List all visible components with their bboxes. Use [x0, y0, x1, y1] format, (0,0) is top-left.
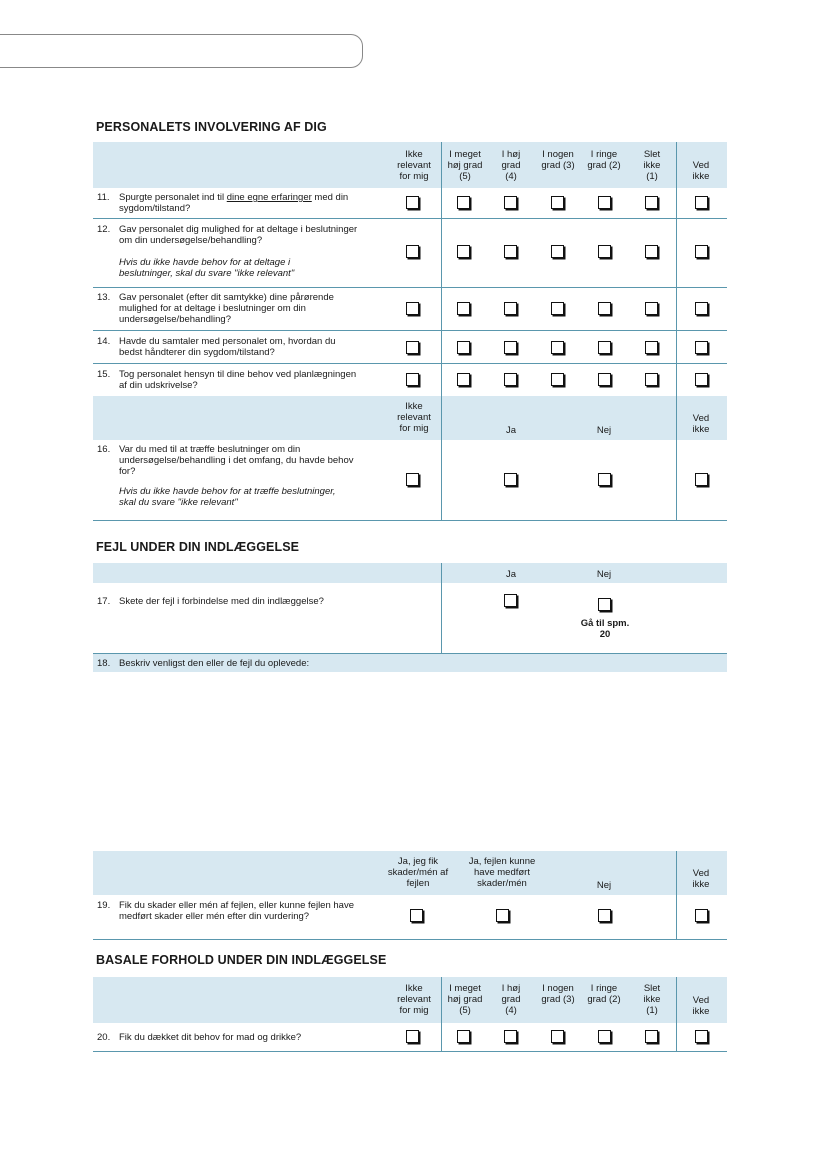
header-ved-ikke: Ved ikke: [692, 413, 710, 435]
question-note: Hvis du ikke havde behov for at deltage i beslutninger, skal du svare "ikke relevant": [119, 257, 295, 279]
section-bottom-line: [93, 1051, 727, 1052]
checkbox-4[interactable]: [504, 1030, 517, 1043]
header-nej: Nej: [596, 880, 612, 891]
header-ikke-relevant: Ikke relevant for mig: [397, 983, 431, 1016]
header-nej: Nej: [596, 569, 612, 580]
column-divider: [441, 977, 442, 1052]
question-text: Fik du skader eller mén af fejlen, eller kunne fejlen have medført skader eller mén efter din vurdering?: [119, 900, 354, 922]
checkbox-3[interactable]: [551, 373, 564, 386]
checkbox-4[interactable]: [504, 245, 517, 258]
checkbox-4[interactable]: [504, 302, 517, 315]
checkbox-1[interactable]: [645, 302, 658, 315]
checkbox-2[interactable]: [598, 302, 611, 315]
question-number: 18.: [97, 658, 111, 669]
header-meget-hoej: I meget høj grad (5): [447, 983, 483, 1016]
question-number: 11.: [97, 192, 110, 203]
checkbox-2[interactable]: [598, 245, 611, 258]
checkbox-ikke-relevant[interactable]: [406, 373, 419, 386]
checkbox-ikke-relevant[interactable]: [406, 196, 419, 209]
checkbox-4[interactable]: [504, 373, 517, 386]
checkbox-ikke-relevant[interactable]: [406, 1030, 419, 1043]
header-ved-ikke: Ved ikke: [692, 868, 710, 890]
checkbox-3[interactable]: [551, 341, 564, 354]
header-ved-ikke: Ved ikke: [692, 160, 710, 182]
checkbox-ikke-relevant[interactable]: [406, 341, 419, 354]
checkbox-1[interactable]: [645, 245, 658, 258]
checkbox-nej[interactable]: [598, 909, 611, 922]
checkbox-5[interactable]: [457, 1030, 470, 1043]
question-number: 20.: [97, 1032, 111, 1043]
header-meget-hoej: I meget høj grad (5): [447, 149, 483, 182]
question-number: 13.: [97, 292, 111, 303]
header-ja-kunne-medfoere: Ja, fejlen kunne have medført skader/mén: [468, 856, 536, 889]
header-ringe: I ringe grad (2): [587, 983, 621, 1005]
row-divider: [93, 363, 727, 364]
header-nogen: I nogen grad (3): [541, 983, 575, 1005]
checkbox-ikke-relevant[interactable]: [406, 245, 419, 258]
row-divider: [93, 218, 727, 219]
column-divider: [676, 977, 677, 1052]
checkbox-2[interactable]: [598, 196, 611, 209]
checkbox-ikke-relevant[interactable]: [406, 302, 419, 315]
checkbox-ved-ikke[interactable]: [695, 473, 708, 486]
section-bottom-line: [93, 939, 727, 940]
checkbox-2[interactable]: [598, 341, 611, 354]
question-text: Gav personalet dig mulighed for at deltage i beslutninger om din undersøgelse/behandling?: [119, 224, 358, 246]
checkbox-ja[interactable]: [504, 473, 517, 486]
checkbox-4[interactable]: [504, 196, 517, 209]
header-ja: Ja: [505, 425, 517, 436]
question-text: Skete der fejl i forbindelse med din indlæggelse?: [119, 596, 324, 607]
question-number: 14.: [97, 336, 111, 347]
checkbox-nej[interactable]: [598, 473, 611, 486]
question-text: Beskriv venligst den eller de fejl du oplevede:: [119, 658, 310, 669]
checkbox-ved-ikke[interactable]: [695, 909, 708, 922]
question-text: Havde du samtaler med personalet om, hvordan du bedst håndterer din sygdom/tilstand?: [119, 336, 336, 358]
header-slet-ikke: Slet ikke (1): [643, 149, 661, 182]
q17-header-band: [93, 563, 727, 583]
checkbox-ved-ikke[interactable]: [695, 373, 708, 386]
header-tab-shape: [0, 34, 363, 68]
checkbox-ved-ikke[interactable]: [695, 196, 708, 209]
checkbox-ja[interactable]: [504, 594, 517, 607]
checkbox-2[interactable]: [598, 1030, 611, 1043]
question-number: 16.: [97, 444, 111, 455]
header-nej: Nej: [596, 425, 612, 436]
section-title-basic: BASALE FORHOLD UNDER DIN INDLÆGGELSE: [96, 953, 387, 967]
header-ved-ikke: Ved ikke: [692, 995, 710, 1017]
free-text-answer-area[interactable]: [93, 672, 727, 850]
checkbox-3[interactable]: [551, 302, 564, 315]
header-ja: Ja: [505, 569, 517, 580]
question-number: 19.: [97, 900, 111, 911]
header-slet-ikke: Slet ikke (1): [643, 983, 661, 1016]
question-number: 17.: [97, 596, 111, 607]
checkbox-nej[interactable]: [598, 598, 611, 611]
checkbox-3[interactable]: [551, 1030, 564, 1043]
question-text: Var du med til at træffe beslutninger om din undersøgelse/behandling i det omfang, du havde behov for?: [119, 444, 354, 477]
goto-instruction: Gå til spm. 20: [580, 618, 630, 640]
header-ikke-relevant: Ikke relevant for mig: [397, 149, 431, 182]
checkbox-ved-ikke[interactable]: [695, 1030, 708, 1043]
checkbox-ikke-relevant[interactable]: [406, 473, 419, 486]
checkbox-5[interactable]: [457, 341, 470, 354]
checkbox-ja-kunne-medfoere[interactable]: [496, 909, 509, 922]
checkbox-ved-ikke[interactable]: [695, 341, 708, 354]
checkbox-5[interactable]: [457, 245, 470, 258]
column-divider: [441, 563, 442, 654]
checkbox-1[interactable]: [645, 196, 658, 209]
header-hoej: I høj grad (4): [501, 149, 521, 182]
checkbox-1[interactable]: [645, 1030, 658, 1043]
header-nogen: I nogen grad (3): [541, 149, 575, 171]
question-text: Gav personalet (efter dit samtykke) dine pårørende mulighed for at deltage i beslutninger om din undersøgelse/behandling?: [119, 292, 334, 325]
emphasis-underline: dine egne erfaringer: [226, 192, 312, 203]
section-title-involvement: PERSONALETS INVOLVERING AF DIG: [96, 120, 327, 134]
row-divider: [93, 330, 727, 331]
header-ringe: I ringe grad (2): [587, 149, 621, 171]
checkbox-ja-fik-skader[interactable]: [410, 909, 423, 922]
question-text: Tog personalet hensyn til dine behov ved planlægningen af din udskrivelse?: [119, 369, 357, 391]
checkbox-2[interactable]: [598, 373, 611, 386]
question-text: Fik du dækket dit behov for mad og drikke?: [119, 1032, 302, 1043]
header-ja-fik-skader: Ja, jeg fik skader/mén af fejlen: [387, 856, 449, 889]
header-hoej: I høj grad (4): [501, 983, 521, 1016]
section-bottom-line: [93, 520, 727, 521]
row-divider: [93, 287, 727, 288]
section-title-errors: FEJL UNDER DIN INDLÆGGELSE: [96, 540, 300, 554]
question-number: 15.: [97, 369, 111, 380]
checkbox-3[interactable]: [551, 196, 564, 209]
checkbox-1[interactable]: [645, 373, 658, 386]
checkbox-5[interactable]: [457, 196, 470, 209]
question-text: Spurgte personalet ind til dine egne erfaringer med din sygdom/tilstand?: [119, 192, 349, 214]
header-ikke-relevant: Ikke relevant for mig: [397, 401, 431, 434]
question-number: 12.: [97, 224, 111, 235]
checkbox-ved-ikke[interactable]: [695, 245, 708, 258]
checkbox-4[interactable]: [504, 341, 517, 354]
column-divider: [441, 142, 442, 521]
checkbox-1[interactable]: [645, 341, 658, 354]
question-note: Hvis du ikke havde behov for at træffe beslutninger, skal du svare "ikke relevant": [119, 486, 336, 508]
column-divider: [676, 851, 677, 940]
column-divider: [676, 142, 677, 521]
checkbox-ved-ikke[interactable]: [695, 302, 708, 315]
checkbox-3[interactable]: [551, 245, 564, 258]
checkbox-5[interactable]: [457, 302, 470, 315]
checkbox-5[interactable]: [457, 373, 470, 386]
